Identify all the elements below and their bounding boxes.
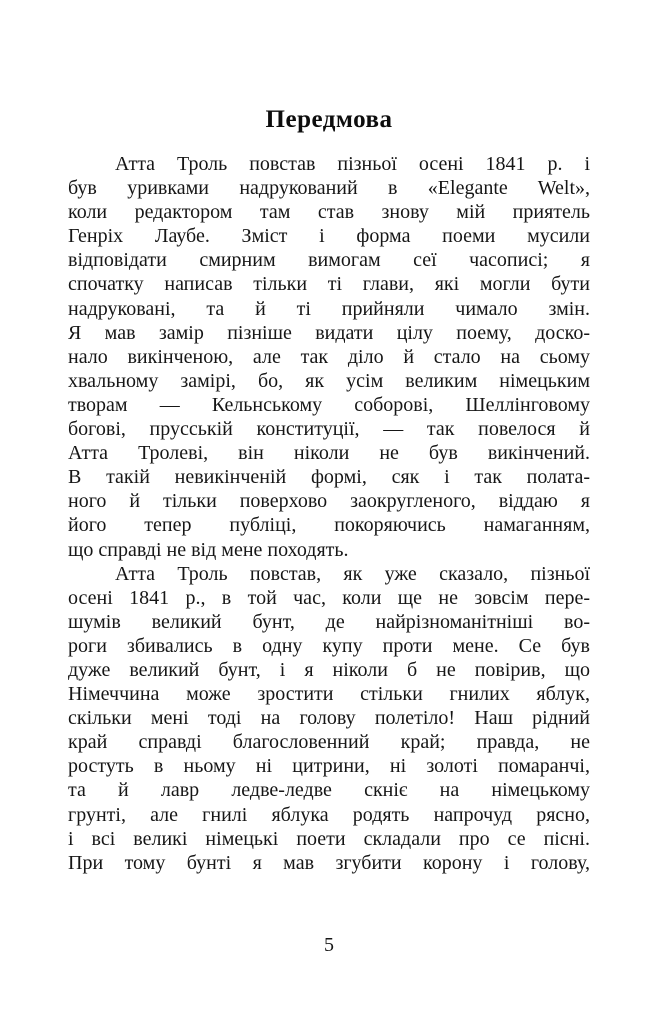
text-line: ростуть в ньому ні цитрини, ні золоті помаранчі, bbox=[68, 755, 590, 778]
text-line: його тепер публіці, покоряючись намаганням, bbox=[68, 514, 590, 537]
paragraph bbox=[68, 152, 590, 562]
text-line: При тому бунті я мав згубити корону і голову, bbox=[68, 851, 590, 874]
text-line: шумів великий бунт, де найрізноманітніші во- bbox=[68, 610, 590, 633]
text-line: та й лавр ледве-ледве скніє на німецькому bbox=[68, 779, 590, 802]
text-line: і всі великі німецькі поети складали про се пісні. bbox=[68, 827, 590, 850]
paragraph bbox=[68, 562, 590, 875]
text-line: осені 1841 р., в той час, коли ще не зовсім пере- bbox=[68, 586, 590, 609]
text-line: Генріх Лаубе. Зміст і форма поеми мусили bbox=[68, 225, 590, 248]
text-line: надруковані, та й ті прийняли чимало змін. bbox=[68, 297, 590, 320]
text-line: В такій невикінченій формі, сяк і так полата- bbox=[68, 466, 590, 489]
text-line: був уривками надрукований в «Elegante Welt», bbox=[68, 177, 590, 200]
text-line: Я мав замір пізніше видати цілу поему, доско- bbox=[68, 321, 590, 344]
text-line: творам — Кельнському соборові, Шеллінговому bbox=[68, 393, 590, 416]
text-line: спочатку написав тільки ті глави, які могли бути bbox=[68, 273, 590, 296]
text-line: дуже великий бунт, і я ніколи б не повірив, що bbox=[68, 658, 590, 681]
text-line: скільки мені тоді на голову полетіло! Наш рідний bbox=[68, 707, 590, 730]
text-line: що справді не від мене походять. bbox=[68, 538, 349, 561]
text-line: ного й тільки поверхово заокругленого, віддаю я bbox=[68, 490, 590, 513]
text-line: коли редактором там став знову мій приятель bbox=[68, 201, 590, 224]
text-line: Атта Тролеві, він ніколи не був викінчений. bbox=[68, 442, 590, 465]
text-line: Атта Троль повстав, як уже сказало, пізньої bbox=[115, 562, 590, 585]
page-title: Передмова bbox=[265, 106, 393, 133]
text-line: роги збивались в одну купу проти мене. Се був bbox=[68, 634, 590, 657]
text-line: Атта Троль повстав пізньої осені 1841 р. і bbox=[115, 153, 590, 175]
body-text bbox=[68, 152, 590, 875]
text-line: відповідати смирним вимогам сеї часописі; я bbox=[68, 249, 590, 272]
text-line: богові, прусській конституції, — так повелося й bbox=[68, 418, 590, 441]
text-line: грунті, але гнилі яблука родять напрочуд рясно, bbox=[68, 803, 590, 826]
text-line: край справді благословенний край; правда, не bbox=[68, 731, 590, 754]
text-line: нало викінченою, але так діло й стало на сьому bbox=[68, 345, 590, 368]
text-line: Німеччина може зростити стільки гнилих яблук, bbox=[68, 683, 590, 706]
text-line: хвальному замірі, бо, як усім великим німецьким bbox=[68, 369, 590, 392]
page-number: 5 bbox=[324, 934, 334, 956]
